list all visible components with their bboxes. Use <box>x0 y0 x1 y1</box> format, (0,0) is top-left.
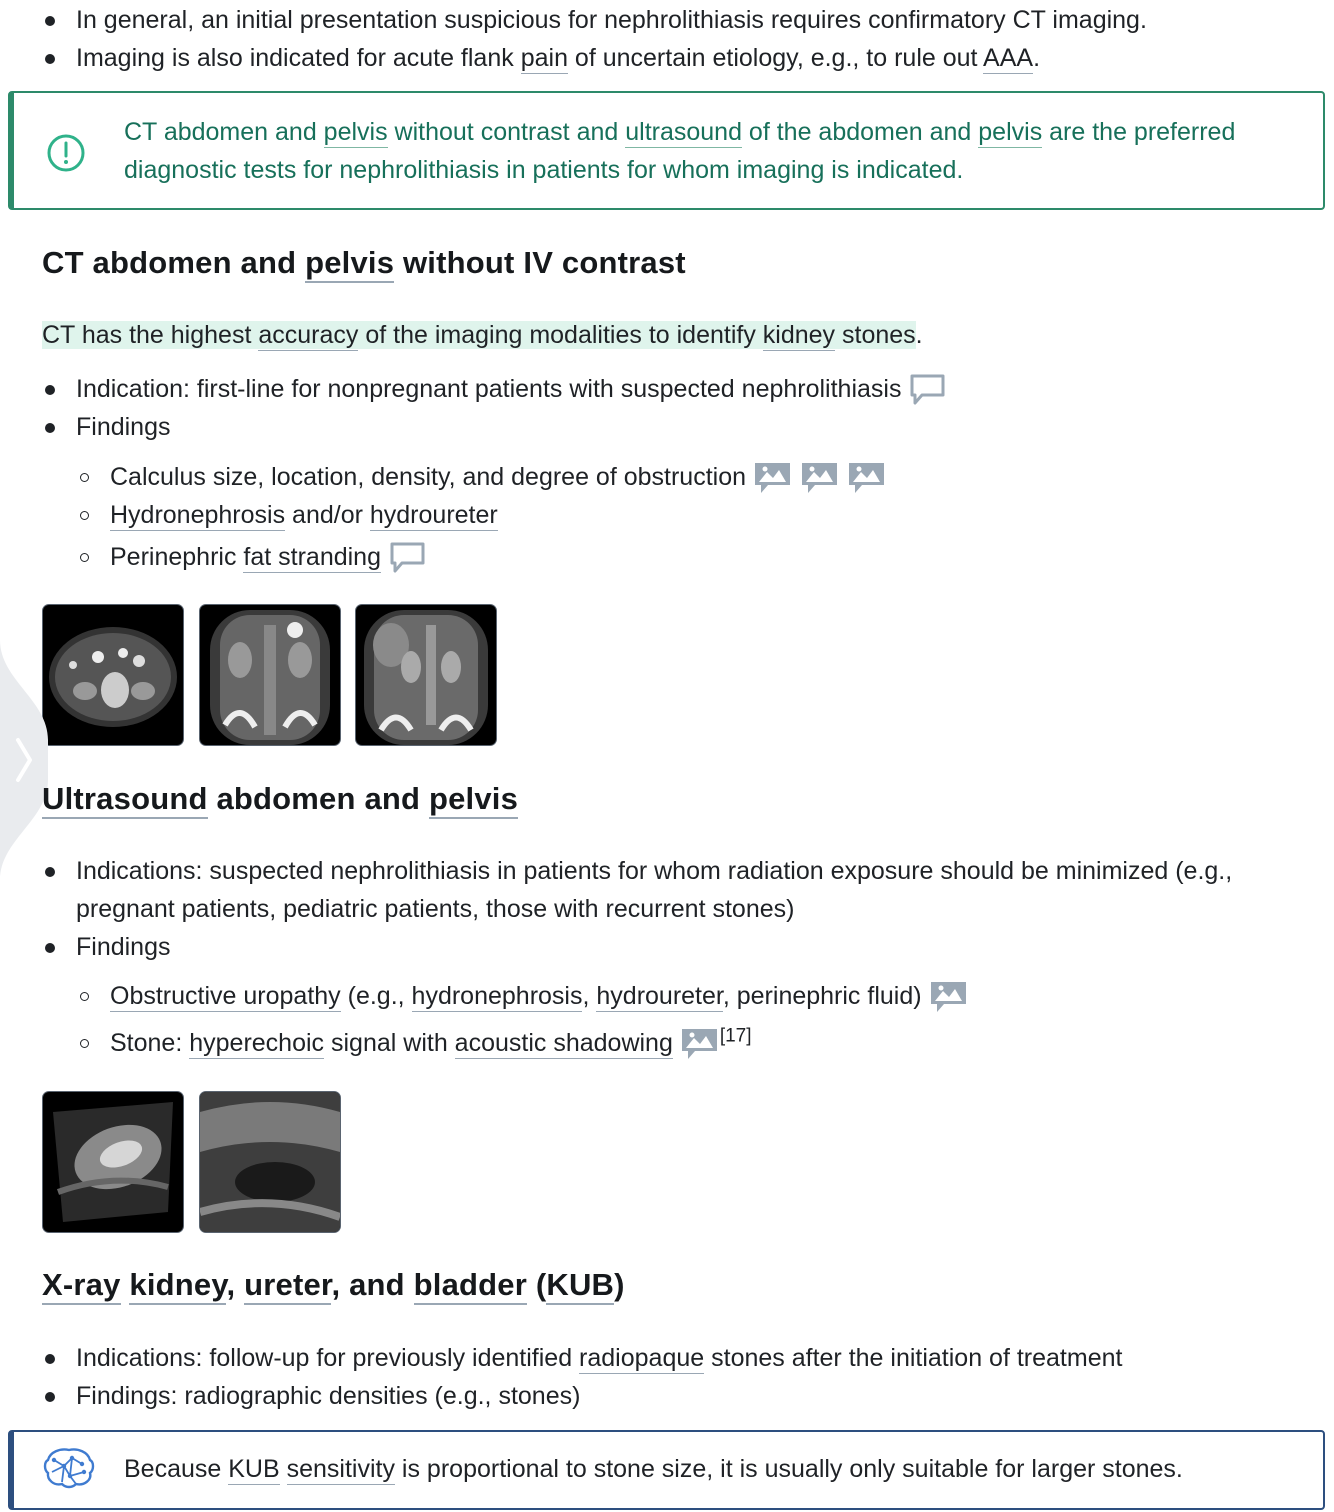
kub-sensitivity-callout <box>8 1430 1325 1510</box>
image-icon[interactable] <box>800 461 840 495</box>
ct-section-heading: CT abdomen and pelvis without IV contrast <box>42 245 686 281</box>
ct-finding-2: Hydronephrosis and/or hydroureter <box>0 496 1320 534</box>
pain-link[interactable]: pain <box>520 44 568 72</box>
ct-findings-label: Findings <box>0 408 1320 446</box>
ct-indication: Indication: first-line for nonpregnant patients with suspected nephrolithiasis <box>0 370 1320 408</box>
ct-findings-list <box>0 458 1320 576</box>
us-indication: Indications: suspected nephrolithiasis in patients for whom radiation exposure should be minimized (e.g., pregnant patients, pediatric patients, those with recurrent stones) <box>0 852 1290 928</box>
bladder-link[interactable]: bladder <box>414 1267 527 1305</box>
us-finding-2: Stone: hyperechoic signal with acoustic shadowing [17] <box>0 1024 1320 1062</box>
brain-icon <box>42 1446 96 1490</box>
image-icon[interactable] <box>680 1027 720 1061</box>
pelvis-link[interactable]: pelvis <box>323 118 388 146</box>
us-finding-1: Obstructive uropathy (e.g., hydronephrosis, hydroureter, perinephric fluid) <box>0 977 1320 1015</box>
ct-bullet-list <box>0 370 1320 446</box>
kub-findings: Findings: radiographic densities (e.g., stones) <box>0 1377 1320 1415</box>
ureter-link[interactable]: ureter <box>244 1267 331 1305</box>
intro-bullet-1: In general, an initial presentation suspicious for nephrolithiasis requires confirmatory CT imaging. <box>0 1 1320 39</box>
hydronephrosis-link-2[interactable]: hydronephrosis <box>411 982 583 1010</box>
hydroureter-link-2[interactable]: hydroureter <box>596 982 723 1010</box>
kidney-heading-link[interactable]: kidney <box>129 1267 226 1305</box>
hydronephrosis-link[interactable]: Hydronephrosis <box>110 501 286 529</box>
pelvis-heading-link[interactable]: pelvis <box>305 245 394 283</box>
radiopaque-link[interactable]: radiopaque <box>579 1344 705 1372</box>
ct-axial-thumbnail[interactable] <box>42 604 184 746</box>
comment-icon[interactable] <box>388 541 428 575</box>
ct-finding-3: Perinephric fat stranding <box>0 538 1320 576</box>
callout-text: CT abdomen and pelvis without contrast and ultrasound of the abdomen and pelvis are the preferred diagnostic tests for nephrolithiasis in patients for whom imaging is indicated. <box>124 118 1236 184</box>
ct-finding-1: Calculus size, location, density, and degree of obstruction <box>0 458 1320 496</box>
hydroureter-link[interactable]: hydroureter <box>369 501 498 529</box>
acoustic-shadowing-link[interactable]: acoustic shadowing <box>454 1029 673 1057</box>
kub-section-heading: X-ray kidney, ureter, and bladder (KUB) <box>42 1267 625 1303</box>
sensitivity-link[interactable]: sensitivity <box>286 1455 395 1483</box>
ct-accuracy-statement: CT has the highest accuracy of the imaging modalities to identify kidney stones. <box>42 321 923 349</box>
intro-bullet-2: Imaging is also indicated for acute flank pain of uncertain etiology, e.g., to rule out AAA. <box>0 39 1320 77</box>
kub-indication: Indications: follow-up for previously identified radiopaque stones after the initiation of treatment <box>0 1339 1320 1377</box>
kub-callout-text: Because KUB sensitivity is proportional to stone size, it is usually only suitable for larger stones. <box>124 1455 1183 1483</box>
fat-stranding-link[interactable]: fat stranding <box>243 543 381 571</box>
us-kidney-thumbnail[interactable] <box>42 1091 184 1233</box>
sidebar-toggle[interactable] <box>0 640 48 880</box>
pelvis-heading-link-2[interactable]: pelvis <box>429 781 518 819</box>
exclamation-circle-icon <box>46 133 86 173</box>
kub-link[interactable]: KUB <box>546 1267 614 1305</box>
ultrasound-section-heading: Ultrasound abdomen and pelvis <box>42 781 518 817</box>
image-icon[interactable] <box>847 461 887 495</box>
us-bladder-thumbnail[interactable] <box>199 1091 341 1233</box>
pelvis-link-2[interactable]: pelvis <box>978 118 1043 146</box>
us-bullet-list <box>0 852 1290 966</box>
image-icon[interactable] <box>929 980 969 1014</box>
ultrasound-link[interactable]: ultrasound <box>625 118 742 146</box>
us-findings-label: Findings <box>0 928 1290 966</box>
hyperechoic-link[interactable]: hyperechoic <box>189 1029 325 1057</box>
us-findings-list <box>0 977 1320 1062</box>
kub-callout-link[interactable]: KUB <box>228 1455 280 1483</box>
accuracy-link[interactable]: accuracy <box>258 321 359 349</box>
kidney-link[interactable]: kidney <box>762 321 836 349</box>
ct-coronal-thumbnail-2[interactable] <box>355 604 497 746</box>
aaa-link[interactable]: AAA <box>983 44 1034 72</box>
reference-17[interactable]: [17] <box>719 1025 752 1047</box>
comment-icon[interactable] <box>908 373 948 407</box>
intro-bullet-list <box>0 1 1320 77</box>
preferred-tests-callout <box>8 91 1325 210</box>
image-icon[interactable] <box>753 461 793 495</box>
x-ray-link[interactable]: X-ray <box>42 1267 121 1305</box>
obstructive-uropathy-link[interactable]: Obstructive uropathy <box>110 982 341 1010</box>
kub-bullet-list <box>0 1339 1320 1415</box>
ultrasound-heading-link[interactable]: Ultrasound <box>42 781 208 819</box>
ct-coronal-thumbnail-1[interactable] <box>199 604 341 746</box>
